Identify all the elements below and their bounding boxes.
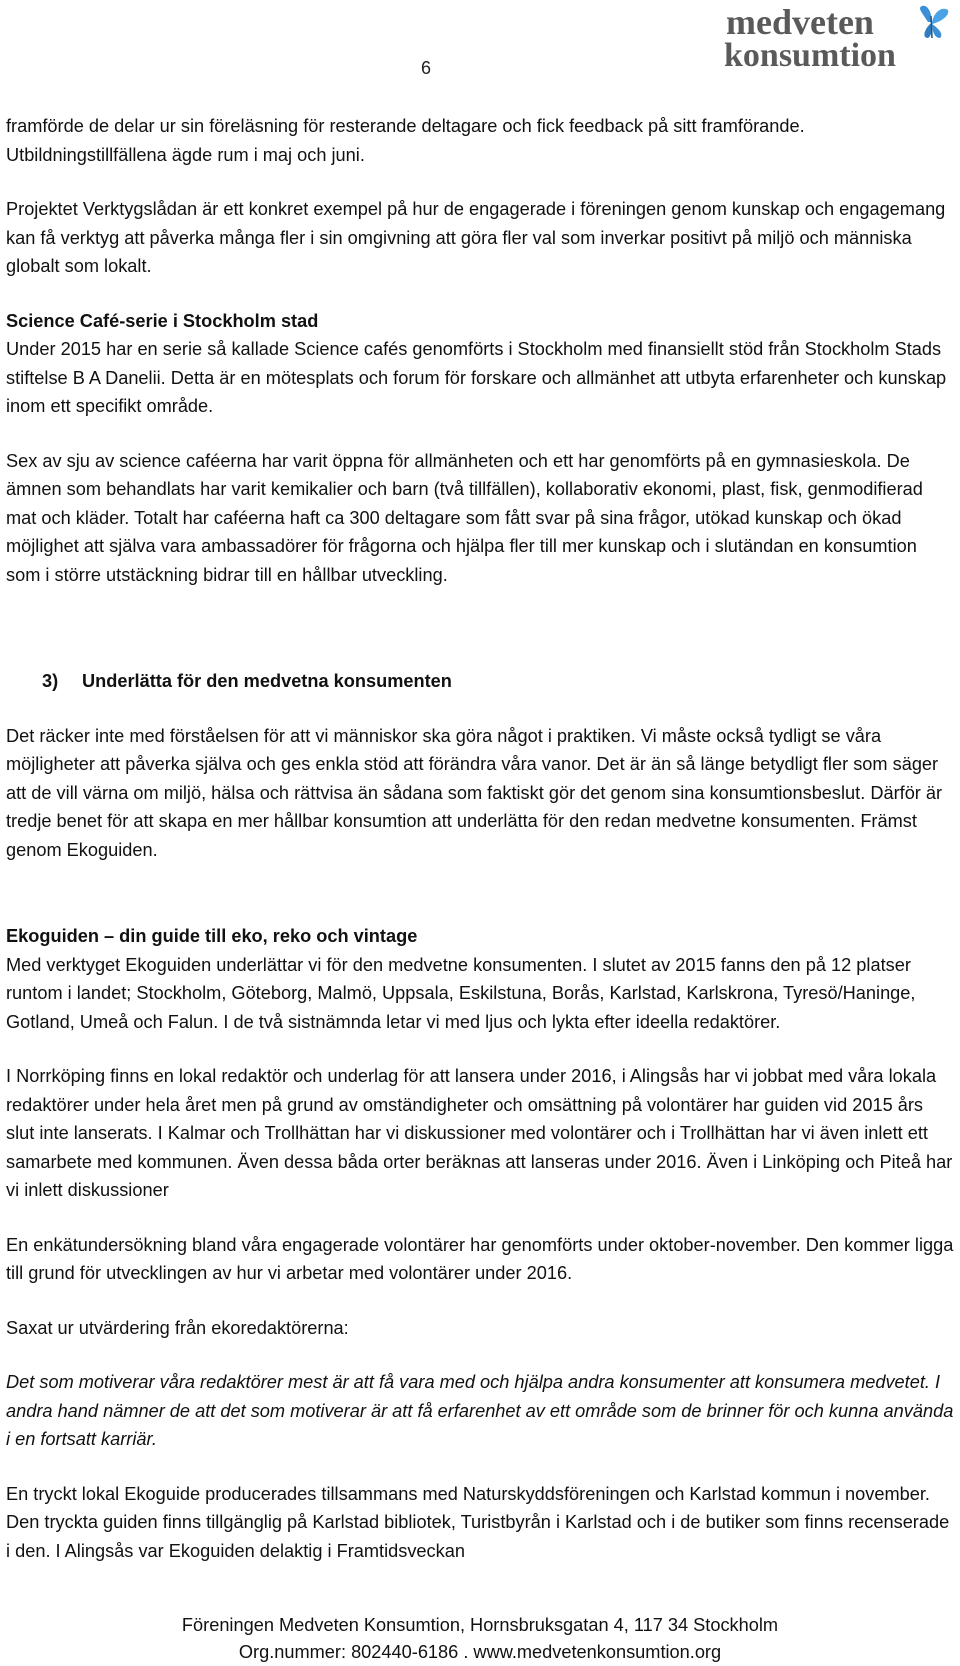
butterfly-icon xyxy=(920,6,948,38)
heading-science-cafe: Science Café-serie i Stockholm stad xyxy=(6,310,319,331)
page-number: 6 xyxy=(421,58,432,78)
paragraph-science-cafe-results: Sex av sju av science caféerna har varit öppna för allmänheten och ett har genomförts på en gymnasieskola. De ämnen som behandlats har varit kemikalier och barn (två tillfällen), kollaborativ ekonomi, plast, fisk, genmodifierad mat och kläder. Totalt har caféerna haft ca 300 deltagare som fått svar på sina frågor, utökad kunskap och ökad möjlighet att själva vara ambassadörer för frågorna och hjälpa fler till mer kunskap och i slutändan en konsumtion som i större utstäckning bidrar till en hållbar utveckling. xyxy=(6,450,923,585)
paragraph-science-cafe-intro: Under 2015 har en serie så kallade Science cafés genomförts i Stockholm med finansiellt stöd från Stockholm Stads stiftelse B A Danelii. Detta är en mötesplats och forum för forskare och allmänhet att utbyta erfarenheter och kunskap inom ett specifikt område. xyxy=(6,339,947,416)
section-number: 3) xyxy=(42,671,59,691)
section-heading-3 xyxy=(6,667,956,696)
paragraph-enkat: En enkätundersökning bland våra engagerade volontärer har genomförts under oktober-november. Den kommer ligga till grund för utvecklingen av hur vi arbetar med volontärer under 2016. xyxy=(6,1234,954,1283)
paragraph-saxat: Saxat ur utvärdering från ekoredaktörerna: xyxy=(6,1317,349,1338)
footer-org-number: Org.nummer: 802440-6186 . www.medvetenkonsumtion.org xyxy=(238,1642,722,1662)
paragraph-verktygsladan: Projektet Verktygslådan är ett konkret exempel på hur de engagerade i föreningen genom kunskap och engagemang kan få verktyg att påverka många fler i sin omgivning att göra fler val som inverkar positivt på miljö och människa globalt som lokalt. xyxy=(6,199,946,276)
document-body xyxy=(6,112,956,1565)
page-footer xyxy=(0,1612,960,1666)
paragraph-tryckt-ekoguide: En tryckt lokal Ekoguide producerades tillsammans med Naturskyddsföreningen och Karlstad kommun i november. Den tryckta guiden finns tillgänglig på Karlstad bibliotek, Turistbyrån i Karlstad och i de butiker som finns recenserade i den. I Alingsås var Ekoguiden delaktig i Framtidsveckan xyxy=(6,1483,950,1561)
paragraph-underlatta: Det räcker inte med förståelsen för att vi människor ska göra något i praktiken. Vi måste också tydligt se våra möjligheter att påverka själva och ges enkla stöd att förändra våra vanor. Det är än så länge betydligt fler som säger att de vill värna om miljö, hälsa och rättvisa än sådana som faktiskt gör det genom sina konsumtionsbeslut. Därför är tredje benet för att skapa en mer hållbar konsumtion att underlätta för den redan medvetne konsumenten. Främst genom Ekoguiden. xyxy=(6,725,943,860)
section-title: Underlätta för den medvetna konsumenten xyxy=(82,671,452,691)
paragraph-norrkoping: I Norrköping finns en lokal redaktör och underlag för att lansera under 2016, i Alingsås har vi jobbat med våra lokala redaktörer under hela året men på grund av omständigheter och omsättning på volontärer har guiden vid 2015 års slut inte lanserats. I Kalmar och Trollhättan har vi diskussioner med volontärer och i Trollhättan har vi även inlett ett samarbete med kommunen. Även dessa båda orter beräknas att lanseras under 2016. Även i Linköping och Piteå har vi inlett diskussioner xyxy=(6,1066,953,1200)
logo-line1: medveten xyxy=(726,2,874,42)
medveten-konsumtion-logo xyxy=(722,0,960,80)
paragraph-intro-continuation: framförde de delar ur sin föreläsning för resterande deltagare och fick feedback på sitt framförande. Utbildningstillfällena ägde rum i maj och juni. xyxy=(6,116,805,165)
quote-ekoredaktorer: Det som motiverar våra redaktörer mest är att få vara med och hjälpa andra konsumenter att konsumera medvetet. I andra hand nämner de att det som motiverar är att få erfarenhet av ett område som de brinner för och kunna använda i en fortsatt karriär. xyxy=(6,1372,954,1449)
logo-line2: konsumtion xyxy=(724,37,896,74)
paragraph-ekoguiden-intro: Med verktyget Ekoguiden underlättar vi för den medvetne konsumenten. I slutet av 2015 fanns den på 12 platser runtom i landet; Stockholm, Göteborg, Malmö, Uppsala, Eskilstuna, Borås, Karlstad, Karlskrona, Tyresö/Haninge, Gotland, Umeå och Falun. I de två sistnämnda letar vi med ljus och lykta efter ideella redaktörer. xyxy=(6,954,916,1032)
heading-ekoguiden: Ekoguiden – din guide till eko, reko och vintage xyxy=(6,926,418,946)
footer-address: Föreningen Medveten Konsumtion, Hornsbruksgatan 4, 117 34 Stockholm xyxy=(181,1615,779,1635)
